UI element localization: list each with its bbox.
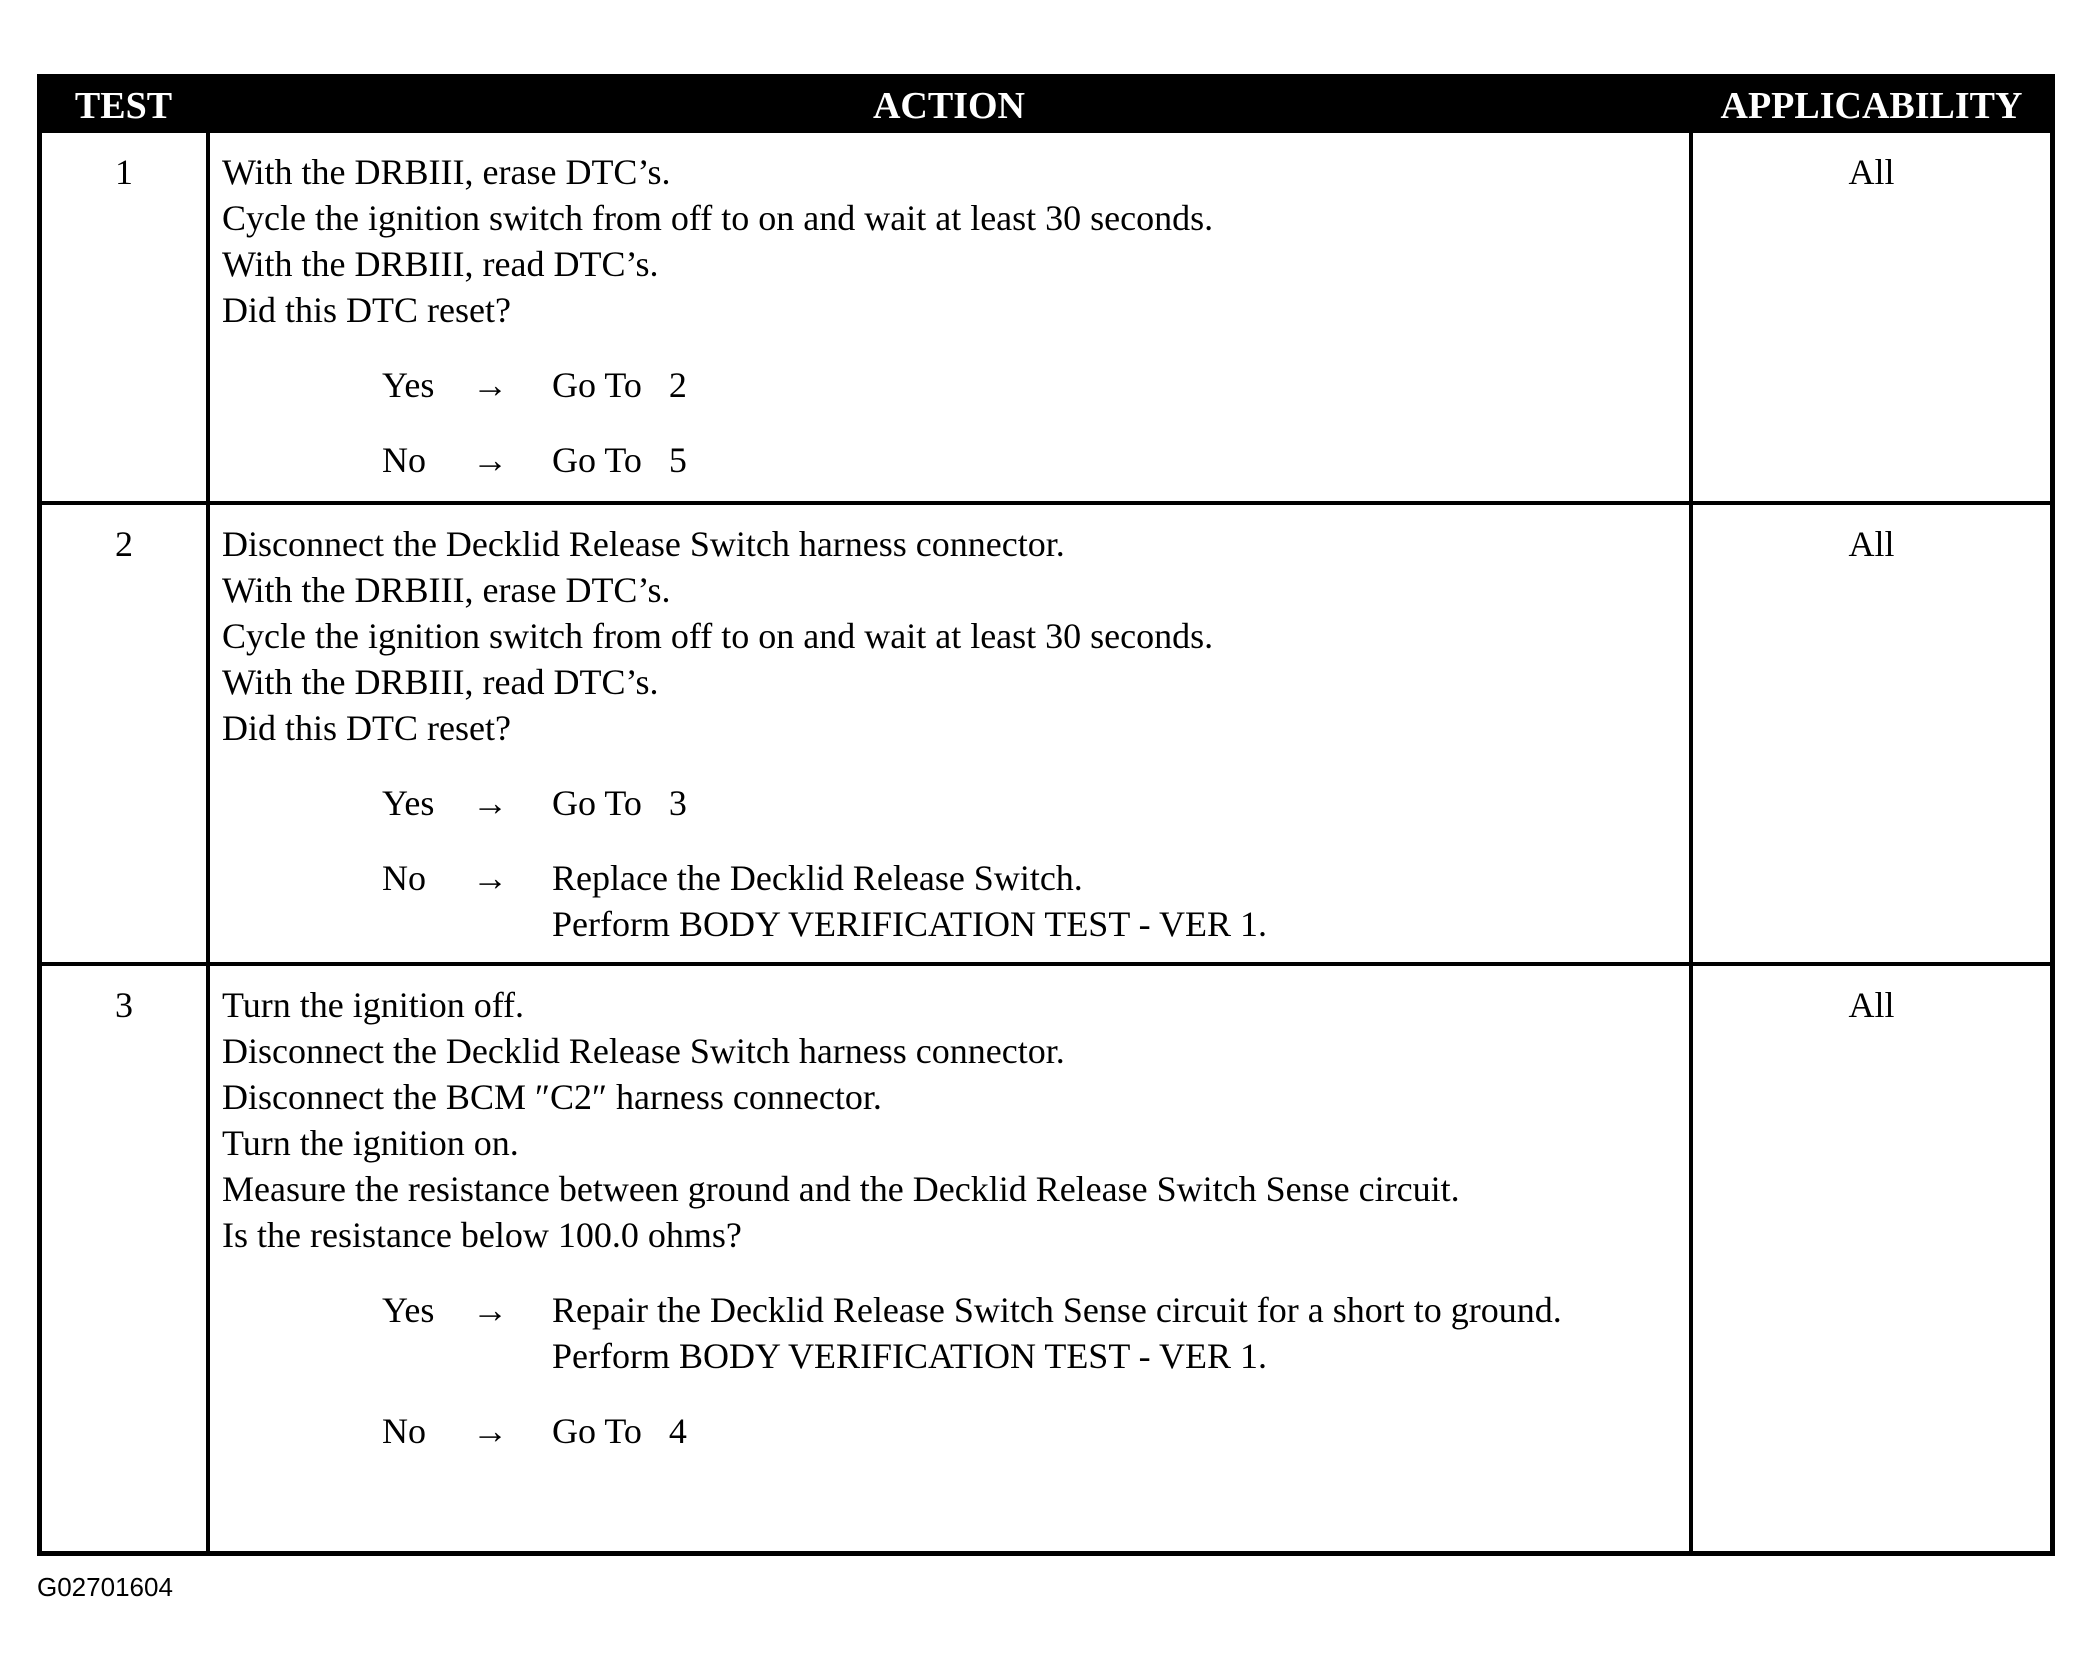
answer-list bbox=[222, 1287, 1677, 1454]
answer-label: Yes bbox=[382, 365, 435, 405]
answer-list bbox=[222, 780, 1677, 947]
action-cell bbox=[222, 521, 1677, 947]
action-step: Did this DTC reset? bbox=[222, 290, 511, 330]
test-number: 2 bbox=[115, 524, 133, 564]
action-cell bbox=[222, 149, 1677, 483]
answer-line: Go To 3 bbox=[552, 783, 687, 823]
arrow-icon: → bbox=[472, 858, 508, 898]
arrow-icon: → bbox=[472, 1290, 508, 1330]
table-header bbox=[42, 79, 2050, 133]
answer-no bbox=[222, 437, 1677, 483]
answer-no bbox=[222, 1408, 1677, 1454]
answer-line: Perform BODY VERIFICATION TEST - VER 1. bbox=[552, 904, 1268, 944]
header-applicability: APPLICABILITY bbox=[1720, 85, 2023, 127]
test-number: 3 bbox=[115, 985, 133, 1025]
arrow-icon: → bbox=[472, 783, 508, 823]
answer-result bbox=[552, 855, 1677, 947]
action-step: Is the resistance below 100.0 ohms? bbox=[222, 1215, 742, 1255]
action-cell bbox=[222, 982, 1677, 1454]
table-row bbox=[42, 505, 2050, 963]
arrow-icon: → bbox=[472, 365, 508, 405]
arrow-icon: → bbox=[472, 1411, 508, 1451]
action-step: Disconnect the Decklid Release Switch harness connector. bbox=[222, 1031, 1065, 1071]
answer-line: Go To 2 bbox=[552, 365, 687, 405]
answer-line: Repair the Decklid Release Switch Sense circuit for a short to ground. bbox=[552, 1290, 1562, 1330]
answer-label: No bbox=[382, 440, 426, 480]
action-step: Disconnect the BCM ″C2″ harness connector. bbox=[222, 1077, 882, 1117]
answer-line: Replace the Decklid Release Switch. bbox=[552, 858, 1083, 898]
action-step: With the DRBIII, read DTC’s. bbox=[222, 662, 659, 702]
diagnostic-test-table bbox=[37, 74, 2055, 1556]
action-step: Measure the resistance between ground and the Decklid Release Switch Sense circuit. bbox=[222, 1169, 1460, 1209]
action-step: Cycle the ignition switch from off to on and wait at least 30 seconds. bbox=[222, 198, 1214, 238]
action-step: With the DRBIII, read DTC’s. bbox=[222, 244, 659, 284]
figure-id: G02701604 bbox=[37, 1572, 173, 1602]
answer-line: Go To 4 bbox=[552, 1411, 687, 1451]
answer-result bbox=[552, 1287, 1677, 1379]
action-step: Disconnect the Decklid Release Switch harness connector. bbox=[222, 524, 1065, 564]
action-step: With the DRBIII, erase DTC’s. bbox=[222, 570, 671, 610]
answer-label: Yes bbox=[382, 783, 435, 823]
action-step: Turn the ignition on. bbox=[222, 1123, 519, 1163]
applicability-cell: All bbox=[1848, 524, 1895, 564]
answer-line: Perform BODY VERIFICATION TEST - VER 1. bbox=[552, 1336, 1268, 1376]
header-action: ACTION bbox=[872, 85, 1026, 127]
action-step: Did this DTC reset? bbox=[222, 708, 511, 748]
applicability-cell: All bbox=[1848, 152, 1895, 192]
action-step: Cycle the ignition switch from off to on and wait at least 30 seconds. bbox=[222, 616, 1214, 656]
answer-result bbox=[552, 362, 1677, 408]
action-step: Turn the ignition off. bbox=[222, 985, 525, 1025]
answer-label: Yes bbox=[382, 1290, 435, 1330]
answer-yes bbox=[222, 780, 1677, 826]
applicability-cell: All bbox=[1848, 985, 1895, 1025]
action-step: With the DRBIII, erase DTC’s. bbox=[222, 152, 671, 192]
answer-yes bbox=[222, 362, 1677, 408]
header-test: TEST bbox=[74, 85, 173, 127]
answer-list bbox=[222, 362, 1677, 483]
arrow-icon: → bbox=[472, 440, 508, 480]
answer-result bbox=[552, 780, 1677, 826]
answer-line: Go To 5 bbox=[552, 440, 687, 480]
answer-result bbox=[552, 1408, 1677, 1454]
answer-label: No bbox=[382, 858, 426, 898]
table-row bbox=[42, 133, 2050, 502]
answer-yes bbox=[222, 1287, 1677, 1379]
test-number: 1 bbox=[115, 152, 133, 192]
answer-no bbox=[222, 855, 1677, 947]
answer-result bbox=[552, 437, 1677, 483]
table-row bbox=[42, 966, 2050, 1551]
answer-label: No bbox=[382, 1411, 426, 1451]
